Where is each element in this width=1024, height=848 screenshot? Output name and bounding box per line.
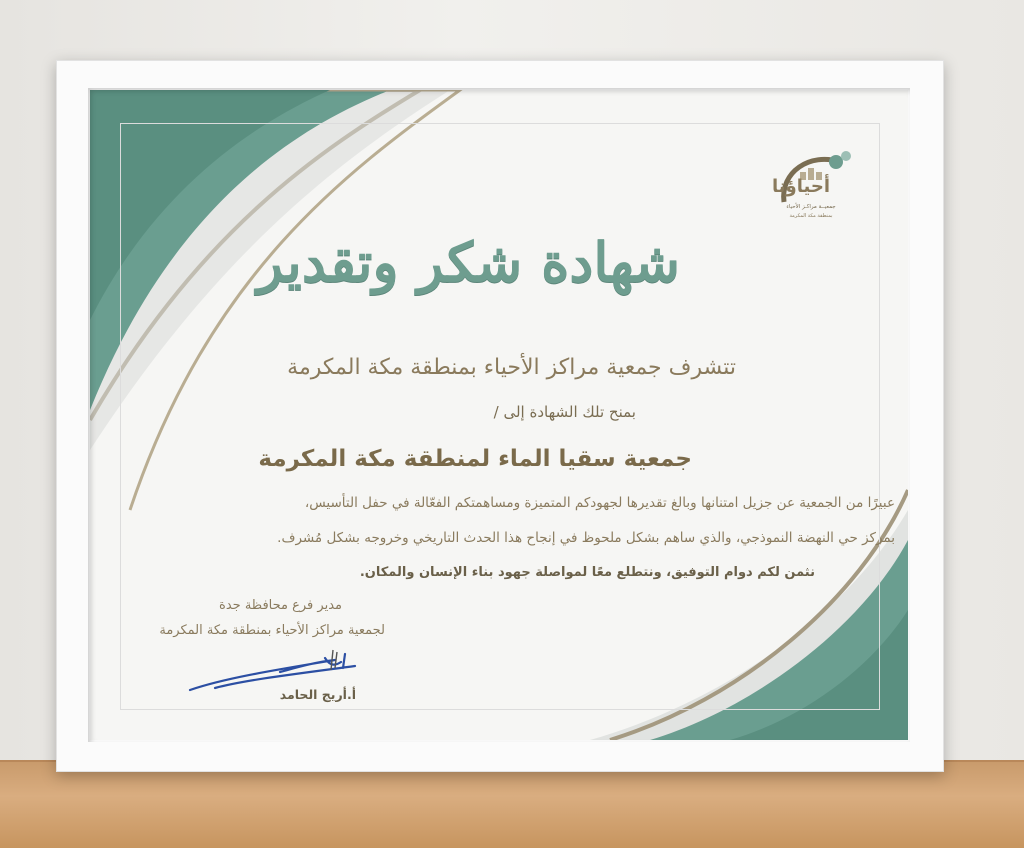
certificate-title: شهادة شكر وتقدير (257, 230, 680, 294)
wooden-shelf (0, 762, 1024, 848)
certificate (90, 90, 908, 740)
logo-circle (829, 155, 843, 169)
signatory-name: أ.أريج الحامد (279, 687, 356, 702)
logo-subtitle-region: بمنطقة مكة المكرمة (789, 213, 833, 219)
grant-line: بمنح تلك الشهادة إلى / (493, 403, 636, 421)
logo-name: أحياؤنا (772, 176, 830, 197)
body-line-3: نثمن لكم دوام التوفيق، ونتطلع معًا لمواصلة جهود بناء الإنسان والمكان. (359, 565, 815, 580)
body-line-2: بمركز حي النهضة النموذجي، والذي ساهم بشكل ملحوظ في إنجاح هذا الحدث التاريخي وخروجه بشكل مُشرف. (277, 530, 895, 546)
logo-subtitle: جمعيــة مراكـز الأحياء (786, 204, 836, 210)
signatory-title: مدير فرع محافظة جدة (219, 598, 342, 613)
body-line-1: عبيرًا من الجمعية عن جزيل امتنانها وبالغ تقديرها لجهودكم المتميزة ومساهمتكم الفعّالة في حفل التأسيس، (304, 495, 895, 511)
signatory-org: لجمعية مراكز الأحياء بمنطقة مكة المكرمة (159, 623, 385, 638)
intro-line: تتشرف جمعية مراكز الأحياء بمنطقة مكة المكرمة (287, 355, 736, 380)
recipient-name: جمعية سقيا الماء لمنطقة مكة المكرمة (258, 446, 692, 472)
